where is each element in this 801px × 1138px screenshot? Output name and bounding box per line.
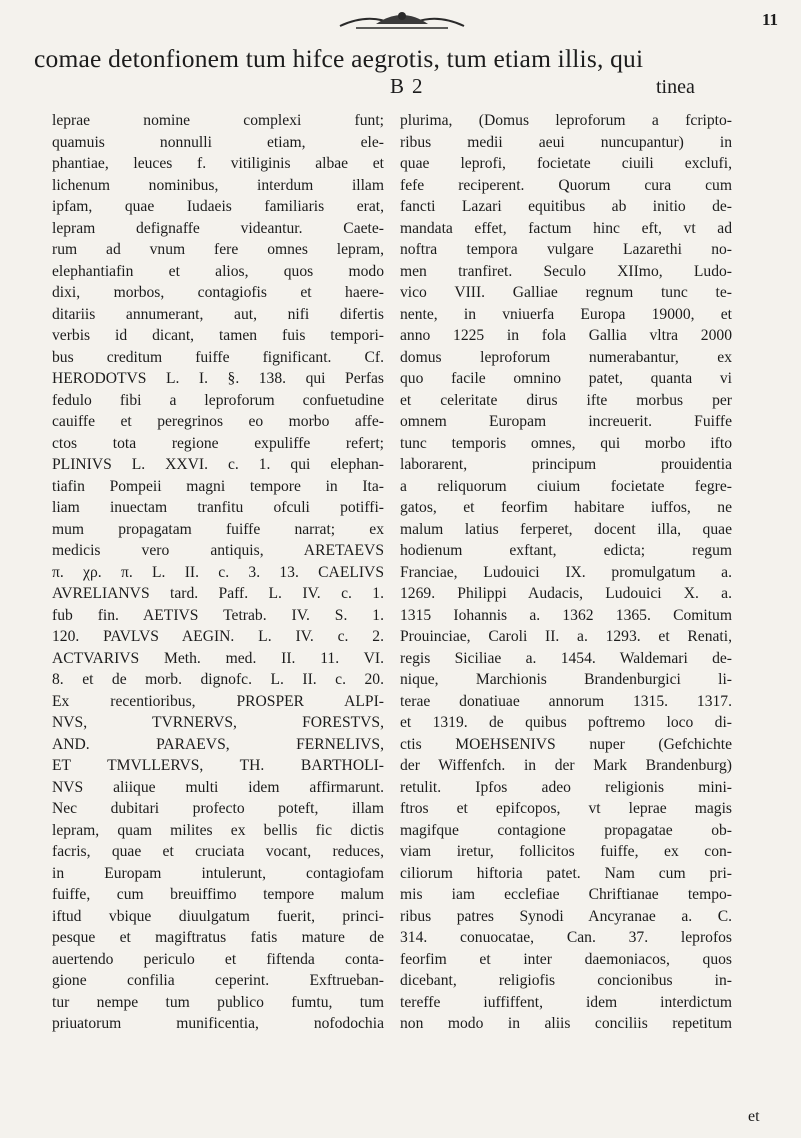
text-line: der Wiffenfch. in der Mark Brandenburg): [400, 757, 732, 774]
text-line: Ex recentioribus, PROSPER ALPI-: [52, 692, 384, 710]
text-line: ribus medii aeui nuncupantur) in: [400, 133, 732, 151]
header-ornament: [336, 8, 468, 30]
text-line: PLINIVS L. XXVI. c. 1. qui elephan-: [52, 456, 384, 473]
text-line: ftros et epifcopos, vt leprae magis: [400, 800, 732, 817]
text-line: a reliquorum ciuium focietate fegre-: [400, 477, 732, 495]
text-line: NVS aliique multi idem affirmarunt.: [52, 778, 384, 796]
text-line: et celeritate dirus ifte morbus per: [400, 391, 732, 409]
text-line: fancti Lazari equitibus ab initio de-: [400, 198, 732, 215]
text-line: tiafin Pompeii magni tempore in Ita-: [52, 477, 384, 495]
header-text-line: comae detonfionem tum hifce aegrotis, tum etiam illis, qui: [34, 44, 644, 73]
page-number: 11: [762, 10, 779, 29]
text-line: nente, in vniuerfa Europa 19000, et: [400, 305, 732, 323]
signature-letter: B: [390, 74, 405, 98]
text-line: mum propagatam fuiffe narrat; ex: [52, 520, 384, 538]
text-line: Franciae, Ludouici IX. promulgatum a.: [400, 563, 732, 581]
text-line: lepram defignaffe videantur. Caete-: [52, 219, 384, 237]
text-line: lepram, quam milites ex bellis fic dictis: [52, 821, 384, 839]
text-line: gione confilia ceperint. Exftrueban-: [52, 972, 384, 989]
text-line: ciliorum hiftoria patet. Nam cum pri-: [400, 864, 732, 882]
text-line: leprae nomine complexi funt;: [52, 112, 384, 129]
text-line: cauiffe et peregrinos eo morbo affe-: [52, 413, 384, 430]
text-line: pesque et magiftratus fatis mature de: [52, 929, 384, 946]
text-line: fuiffe, cum breuiffimo tempore malum: [52, 886, 384, 903]
text-line: bus creditum fuiffe fignificant. Cf.: [52, 348, 384, 366]
text-line: phantiae, leuces f. vitiliginis albae et: [52, 155, 384, 172]
text-line: ctos tota regione expuliffe refert;: [52, 434, 384, 452]
text-line: 120. PAVLVS AEGIN. L. IV. c. 2.: [52, 628, 384, 645]
text-line: tur nempe tum publico fumtu, tum: [52, 993, 384, 1011]
text-line: π. χρ. π. L. II. c. 3. 13. CAELIVS: [52, 563, 384, 581]
text-line: plurima, (Domus leproforum a fcripto-: [400, 112, 732, 129]
text-line: magifque contagione propagatae ob-: [400, 821, 732, 839]
text-line: ipfam, quae Iudaeis familiaris erat,: [52, 198, 384, 215]
text-line: 1315 Iohannis a. 1362 1365. Comitum: [400, 606, 732, 624]
text-line: retulit. Ipfos adeo religionis mini-: [400, 778, 732, 796]
text-line: ACTVARIVS Meth. med. II. 11. VI.: [52, 649, 384, 667]
text-line: fub fin. AETIVS Tetrab. IV. S. 1.: [52, 606, 384, 624]
text-line: liam inuectam tranfitu ofculi potiffi-: [52, 499, 384, 516]
text-line: auertendo periculo et fiftenda conta-: [52, 950, 384, 968]
text-line: ribus patres Synodi Ancyranae a. C.: [400, 907, 732, 925]
text-line: NVS, TVRNERVS, FORESTVS,: [52, 714, 384, 731]
text-line: fefe reciperent. Quorum cura cum: [400, 176, 732, 194]
signature-number: 2: [412, 74, 423, 98]
text-line: quo facile omnino patet, quanta vi: [400, 370, 732, 387]
text-line: verbis id dicant, tamen fuis tempori-: [52, 327, 384, 344]
text-line: fedulo fibi a leproforum confuetudine: [52, 391, 384, 409]
text-line: vico VIII. Galliae regnum tunc te-: [400, 284, 732, 301]
text-line: regis Siciliae a. 1454. Waldemari de-: [400, 649, 732, 667]
text-line: non modo in aliis conciliis repetitum: [400, 1015, 732, 1032]
text-line: 1269. Philippi Audacis, Ludouici X. a.: [400, 585, 732, 602]
text-line: dixi, morbos, contagiofis et haere-: [52, 284, 384, 301]
right-column: [400, 110, 732, 1035]
text-line: noftra tempora vulgare Lazarethi no-: [400, 241, 732, 258]
text-line: priuatorum munificentia, nofodochia: [52, 1015, 384, 1032]
left-column: [52, 110, 384, 1035]
text-line: ditariis annumerant, aut, nifi difertis: [52, 305, 384, 323]
text-line: feorfim et inter daemoniacos, quos: [400, 950, 732, 968]
text-line: dicebant, religiofis concionibus in-: [400, 972, 732, 989]
catchword: tinea: [656, 76, 695, 98]
text-line: iftud vbique diuulgatum fuerit, princi-: [52, 907, 384, 925]
text-line: terae donatiuae annorum 1315. 1317.: [400, 692, 732, 710]
text-line: mandata effet, factum hinc eft, vt ad: [400, 219, 732, 237]
text-line: quae leprofi, focietate ciuili exclufi,: [400, 155, 732, 172]
text-line: anno 1225 in fola Gallia vltra 2000: [400, 327, 732, 344]
text-line: 8. et de morb. dignofc. L. II. c. 20.: [52, 671, 384, 688]
text-line: medicis vero antiquis, ARETAEVS: [52, 542, 384, 559]
text-line: lichenum nominibus, interdum illam: [52, 176, 384, 194]
text-line: et 1319. de quibus poftremo loco di-: [400, 714, 732, 731]
text-line: Nec dubitari profecto poteft, illam: [52, 800, 384, 817]
text-line: ET TMVLLERVS, TH. BARTHOLI-: [52, 757, 384, 774]
text-line: laborarent, principum prouidentia: [400, 456, 732, 473]
text-line: rum ad vnum fere omnes lepram,: [52, 241, 384, 258]
text-line: hodienum exftant, edicta; regum: [400, 542, 732, 559]
text-line: domus leproforum numerabantur, ex: [400, 348, 732, 366]
right-column-last-word: et: [748, 1108, 760, 1125]
text-line: ctis MOEHSENIVS nuper (Gefchichte: [400, 735, 732, 753]
text-line: gatos, et feorfim habitare iuffos, ne: [400, 499, 732, 516]
text-line: Prouinciae, Caroli II. a. 1293. et Renati,: [400, 628, 732, 645]
text-line: viam iretur, follicitos fuiffe, ex con-: [400, 843, 732, 860]
text-line: malum latius ferperet, docent illa, quae: [400, 520, 732, 538]
text-line: 314. conuocatae, Can. 37. leprofos: [400, 929, 732, 946]
text-line: omnem Europam increuerit. Fuiffe: [400, 413, 732, 430]
text-line: AVRELIANVS tard. Paff. L. IV. c. 1.: [52, 585, 384, 602]
text-line: tereffe iuffiffent, idem interdictum: [400, 993, 732, 1011]
text-line: elephantiafin et alios, quos modo: [52, 262, 384, 280]
text-line: in Europam intulerunt, contagiofam: [52, 864, 384, 882]
text-line: facris, quae et cruciata vocant, reduces,: [52, 843, 384, 860]
text-line: mis iam ecclefiae Chriftianae tempo-: [400, 886, 732, 903]
text-line: quamuis nonnulli etiam, ele-: [52, 133, 384, 151]
text-line: men tranfiret. Seculo XIImo, Ludo-: [400, 262, 732, 280]
text-line: nique, Marchionis Brandenburgici li-: [400, 671, 732, 688]
text-line: AND. PARAEVS, FERNELIVS,: [52, 735, 384, 753]
text-line: tunc temporis omnes, qui morbo ifto: [400, 434, 732, 452]
text-line: HERODOTVS L. I. §. 138. qui Perfas: [52, 370, 384, 387]
